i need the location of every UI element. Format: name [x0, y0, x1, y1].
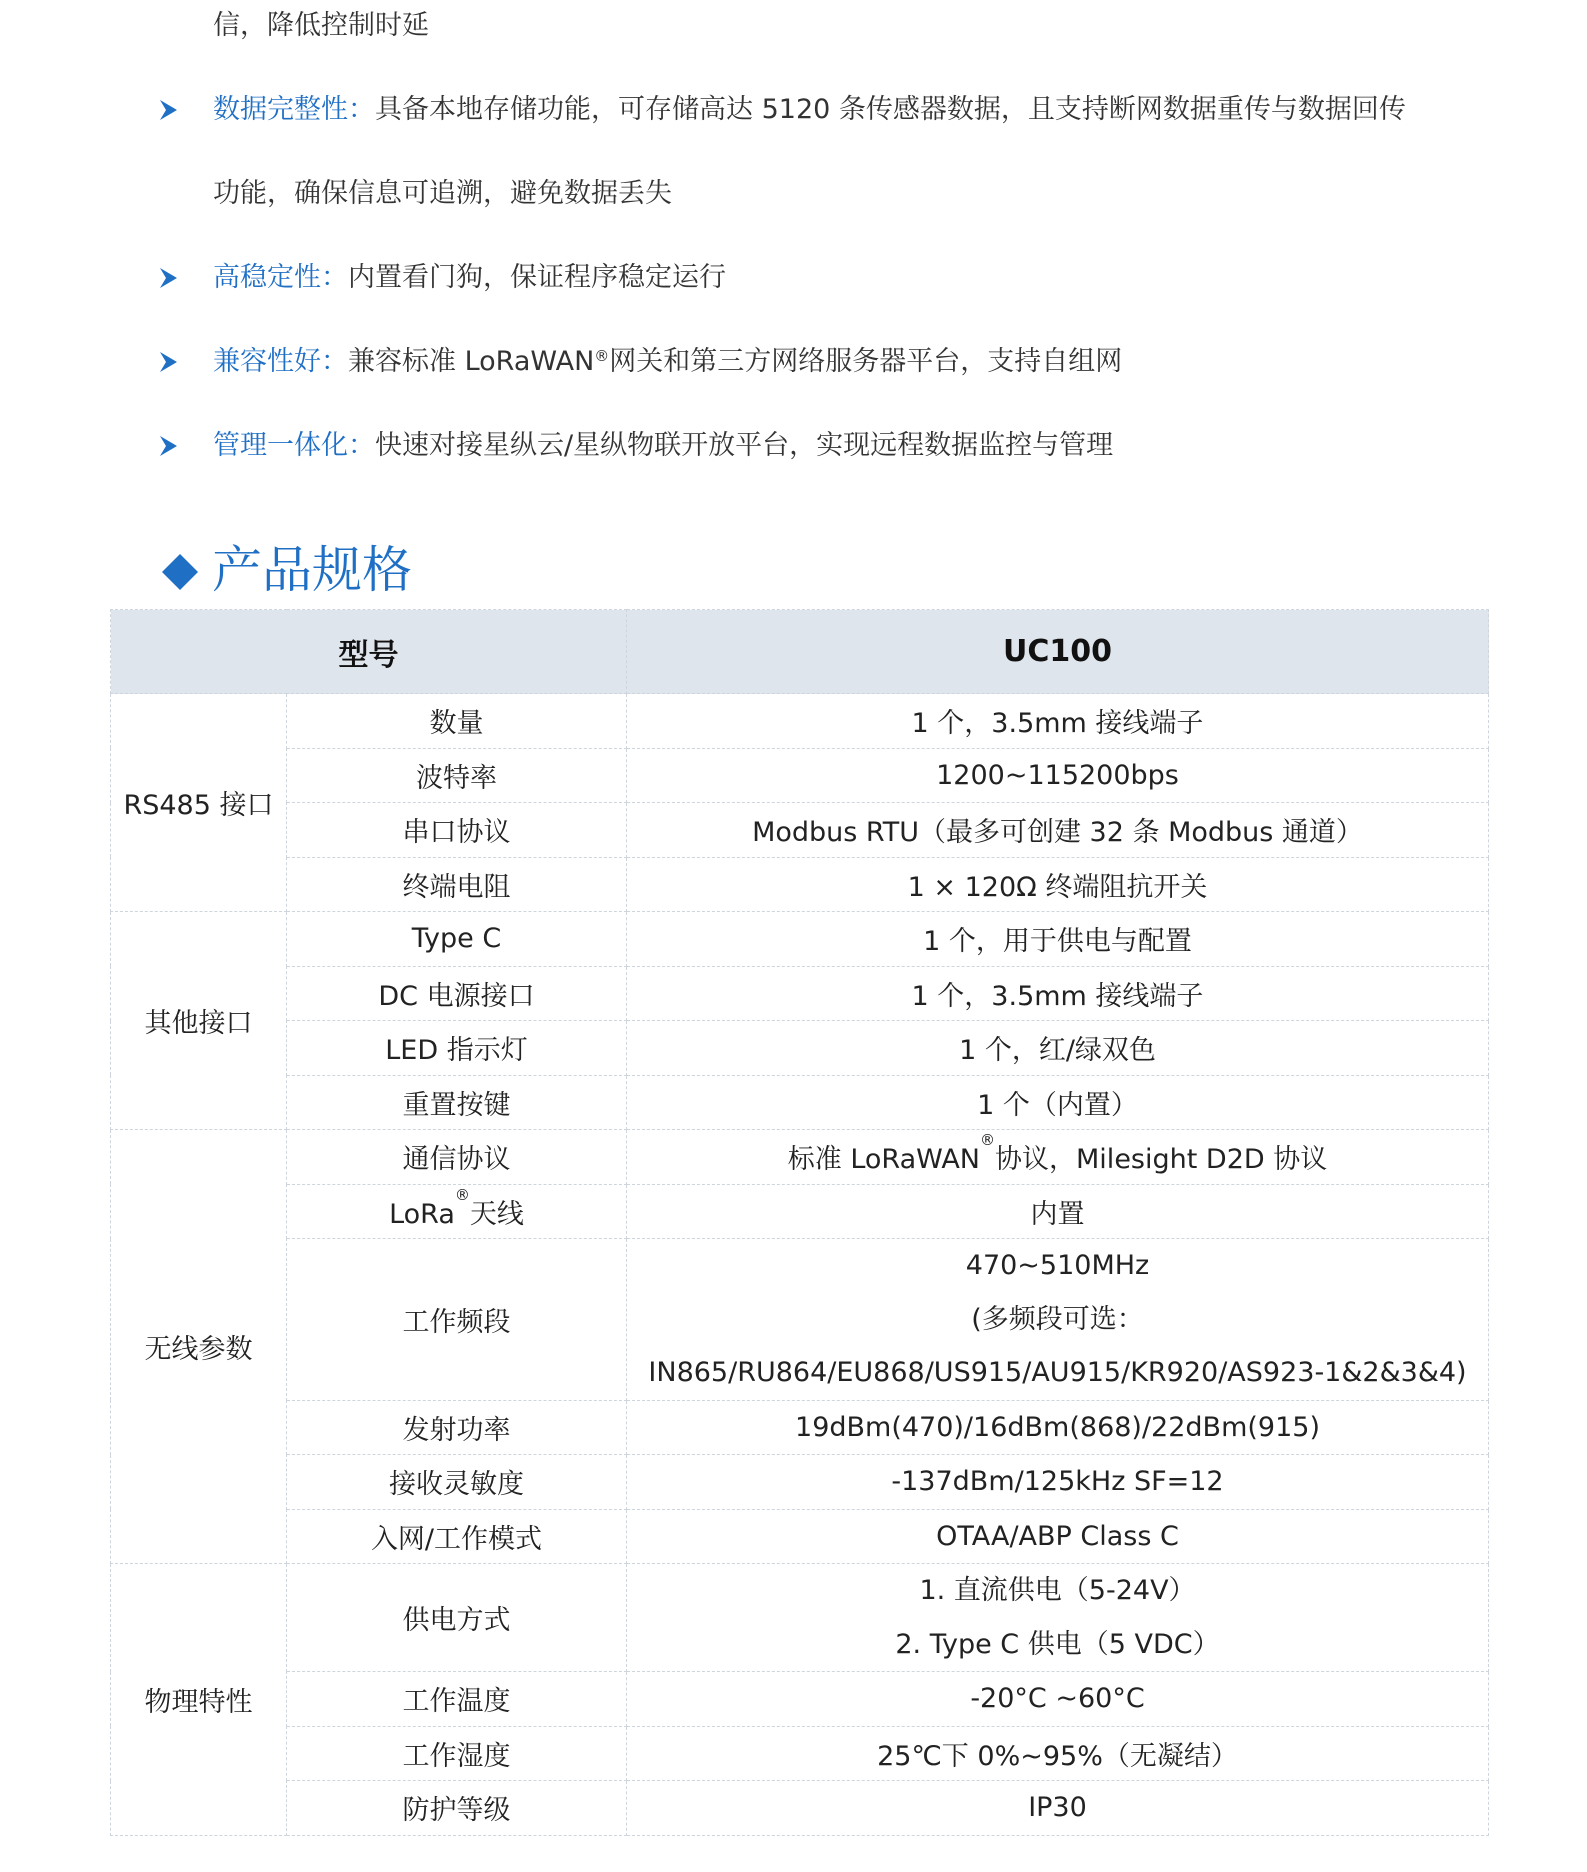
- param-cell: 重置按键: [287, 1075, 627, 1130]
- arrow-bullet-icon: [158, 342, 182, 382]
- value-cell: 1 个（内置）: [627, 1075, 1489, 1130]
- param-cell: 工作湿度: [287, 1726, 627, 1781]
- value-line: IN865/RU864/EU868/US915/AU915/KR920/AS923-1&2&3&4): [648, 1357, 1467, 1388]
- param-cell: 防护等级: [287, 1781, 627, 1836]
- value-cell: 1 个，用于供电与配置: [627, 912, 1489, 967]
- param-cell: [287, 1184, 627, 1239]
- table-row: [111, 1130, 1489, 1185]
- table-row: [111, 1075, 1489, 1130]
- value-cell: 1 个，3.5mm 接线端子: [627, 966, 1489, 1021]
- value-cell-multiline: [627, 1239, 1489, 1401]
- registered-mark: ®: [454, 1185, 470, 1204]
- group-label: RS485 接口: [111, 694, 287, 912]
- group-label: 无线参数: [111, 1130, 287, 1564]
- arrow-bullet-icon: [158, 90, 182, 130]
- value-line: 470~510MHz: [965, 1250, 1150, 1281]
- param-cell: 通信协议: [287, 1130, 627, 1185]
- value-cell: 25℃下 0%~95%（无凝结）: [627, 1726, 1489, 1781]
- value-cell: 内置: [627, 1184, 1489, 1239]
- feature-text-a: 兼容标准 LoRaWAN: [348, 346, 595, 377]
- table-row: [111, 803, 1489, 858]
- group-label: 物理特性: [111, 1564, 287, 1836]
- param-cell: DC 电源接口: [287, 966, 627, 1021]
- section-title: 产品规格: [212, 541, 412, 599]
- table-row: [111, 694, 1489, 749]
- value-text-a: 标准 LoRaWAN: [787, 1144, 981, 1176]
- table-row: [111, 1455, 1489, 1510]
- feature-text: 内置看门狗，保证程序稳定运行: [348, 262, 726, 293]
- feature-key: 兼容性好：: [213, 346, 348, 377]
- registered-mark: ®: [980, 1131, 996, 1150]
- table-row: [111, 1239, 1489, 1401]
- header-model: UC100: [627, 610, 1489, 694]
- param-cell: 入网/工作模式: [287, 1509, 627, 1564]
- param-cell: 工作频段: [287, 1239, 627, 1401]
- value-cell: OTAA/ABP Class C: [627, 1509, 1489, 1564]
- value-cell: IP30: [627, 1781, 1489, 1836]
- table-header-row: [111, 610, 1489, 694]
- value-text-b: 协议，Milesight D2D 协议: [995, 1144, 1328, 1176]
- param-cell: Type C: [287, 912, 627, 967]
- table-row: [111, 912, 1489, 967]
- value-line: (多频段可选：: [971, 1303, 1144, 1335]
- table-row: [111, 1184, 1489, 1239]
- feature-key: 数据完整性：: [213, 94, 375, 125]
- value-cell: -137dBm/125kHz SF=12: [627, 1455, 1489, 1510]
- header-label: 型号: [111, 610, 627, 694]
- param-cell: 波特率: [287, 748, 627, 803]
- param-cell: 终端电阻: [287, 857, 627, 912]
- arrow-bullet-icon: [158, 258, 182, 298]
- feature-text-b: 网关和第三方网络服务器平台，支持自组网: [609, 346, 1123, 377]
- table-row: [111, 857, 1489, 912]
- table-row: [111, 1021, 1489, 1076]
- param-cell: 工作温度: [287, 1672, 627, 1727]
- feature-text: 具备本地存储功能，可存储高达 5120 条传感器数据，且支持断网数据重传与数据回传: [375, 94, 1406, 125]
- param-text-b: 天线: [469, 1198, 524, 1230]
- table-row: [111, 1564, 1489, 1672]
- arrow-bullet-icon: [158, 426, 182, 466]
- registered-mark: ®: [594, 347, 610, 365]
- value-cell: 1 个，3.5mm 接线端子: [627, 694, 1489, 749]
- value-cell: 1 × 120Ω 终端阻抗开关: [627, 857, 1489, 912]
- param-text-a: LoRa: [389, 1198, 455, 1230]
- table-row: [111, 1781, 1489, 1836]
- value-cell-multiline: [627, 1564, 1489, 1672]
- table-row: [111, 1672, 1489, 1727]
- feature-continuation-text: 信，降低控制时延: [213, 10, 429, 41]
- feature-text-cont: 功能，确保信息可追溯，避免数据丢失: [213, 178, 672, 209]
- param-cell: 串口协议: [287, 803, 627, 858]
- spec-table: [110, 609, 1489, 1836]
- value-line: 2. Type C 供电（5 VDC）: [895, 1628, 1220, 1660]
- param-cell: 接收灵敏度: [287, 1455, 627, 1510]
- param-cell: LED 指示灯: [287, 1021, 627, 1076]
- table-row: [111, 1509, 1489, 1564]
- feature-text: 快速对接星纵云/星纵物联开放平台，实现远程数据监控与管理: [375, 430, 1114, 461]
- table-row: [111, 1400, 1489, 1455]
- feature-key: 管理一体化：: [213, 430, 375, 461]
- table-row: [111, 1726, 1489, 1781]
- feature-key: 高稳定性：: [213, 262, 348, 293]
- value-cell: 1 个，红/绿双色: [627, 1021, 1489, 1076]
- value-cell: -20°C ~60°C: [627, 1672, 1489, 1727]
- param-cell: 发射功率: [287, 1400, 627, 1455]
- diamond-bullet-icon: [160, 552, 200, 596]
- param-cell: 供电方式: [287, 1564, 627, 1672]
- param-cell: 数量: [287, 694, 627, 749]
- value-cell: 19dBm(470)/16dBm(868)/22dBm(915): [627, 1400, 1489, 1455]
- value-cell: 1200~115200bps: [627, 748, 1489, 803]
- value-cell: [627, 1130, 1489, 1185]
- group-label: 其他接口: [111, 912, 287, 1130]
- value-line: 1. 直流供电（5-24V）: [919, 1575, 1196, 1606]
- table-row: [111, 966, 1489, 1021]
- table-row: [111, 748, 1489, 803]
- value-cell: Modbus RTU（最多可创建 32 条 Modbus 通道）: [627, 803, 1489, 858]
